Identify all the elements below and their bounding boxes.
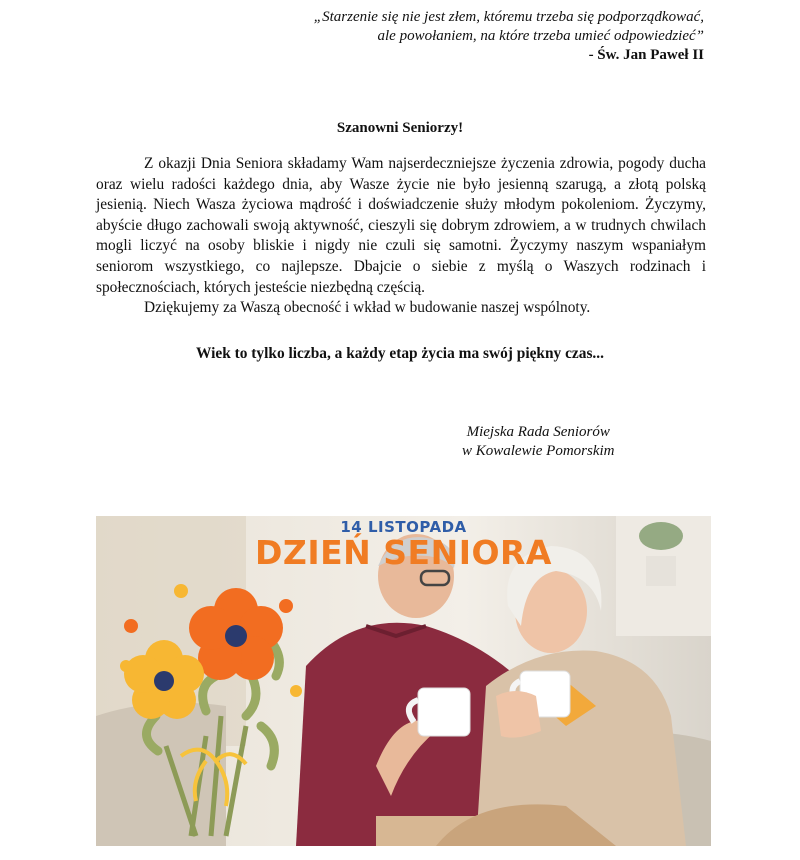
letter-paragraph-2: Dziękujemy za Waszą obecność i wkład w budowanie naszej wspólnoty. — [144, 299, 591, 317]
quote-author: - Św. Jan Paweł II — [588, 47, 704, 63]
signature-line-2: w Kowalewie Pomorskim — [462, 443, 615, 459]
woman-hands — [496, 691, 541, 738]
epigraph-quote — [144, 8, 704, 65]
banner-title: DZIEŃ SENIORA — [255, 533, 552, 572]
quote-line-2: ale powołaniem, na które trzeba umieć odpowiedzieć” — [377, 28, 704, 44]
signature-line-1: Miejska Rada Seniorów — [466, 424, 610, 440]
quote-line-1: „Starzenie się nie jest złem, któremu trzeba się podporządkować, — [313, 9, 704, 25]
signature — [462, 423, 615, 461]
motto: Wiek to tylko liczba, a każdy etap życia ma swój piękny czas... — [196, 345, 604, 362]
seniors-day-banner — [96, 516, 711, 846]
letter-body — [96, 154, 706, 319]
letter-paragraph-1: Z okazji Dnia Seniora składamy Wam najserdeczniejsze życzenia zdrowia, pogody ducha oraz wielu radości każdego dnia, aby Wasze życie nie było jesienną szarugą, a złotą polską jesienią. Niech Wasza życiowa mądrość i doświadczenie służy młodym pokoleniom. Życzymy, abyście długo zachowali swoją aktywność, cieszyli się dobrym zdrowiem, a w trudnych chwilach mogli liczyć na osoby bliskie i nigdy nie czuli się samotni. Życzymy naszym wspaniałym seniorom wszystkiego, co najlepsze. Dbajcie o siebie z myślą o Waszych rodzinach i społecznościach, których jesteście niezbędną częścią. — [96, 155, 706, 296]
banner-date: 14 LISTOPADA — [340, 518, 467, 536]
greeting-heading: Szanowni Seniorzy! — [336, 120, 464, 136]
sofa-left — [96, 703, 226, 846]
cup-icon-man — [409, 688, 470, 736]
